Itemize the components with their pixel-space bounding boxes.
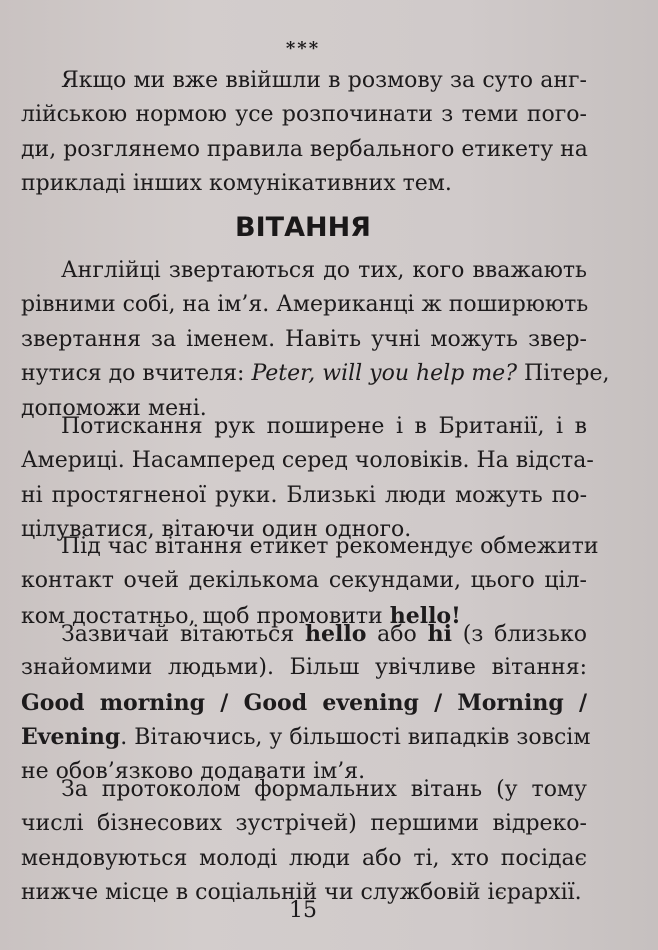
text-line: числі бізнесових зустрічей) першими відреко- xyxy=(21,811,587,837)
text-line: Потискання рук поширене і в Британії, і в xyxy=(61,414,587,439)
paragraph-5 xyxy=(21,773,587,911)
text-line xyxy=(21,720,591,754)
text-line: нижче місце в соціальній чи службовій ієрархії. xyxy=(21,880,582,906)
text-line: знайомими людьми). Більш увічливе вітання: xyxy=(21,655,587,681)
text-fragment: Пітере, xyxy=(517,361,610,387)
text-line: Англійці звертаються до тих, кого вважають xyxy=(61,258,587,283)
english-word: hi xyxy=(427,621,452,647)
english-example: Peter, will you help me? xyxy=(251,361,517,387)
text-fragment: нутися до вчителя: xyxy=(21,361,252,387)
page-number: 15 xyxy=(289,898,317,923)
paragraph-1 xyxy=(21,254,610,426)
text-line: Америці. Насамперед серед чоловіків. На відста- xyxy=(21,448,594,474)
text-line: ні простягненої руки. Близькі люди можуть по- xyxy=(21,482,587,508)
text-line xyxy=(21,357,610,391)
english-word: Evening xyxy=(21,724,121,751)
text-fragment: . Вітаючись, у більшості випадків зовсім xyxy=(120,725,591,751)
text-line: ди, розглянемо правила вербального етикету на xyxy=(21,136,588,162)
text-line: Під час вітання етикет рекомендує обмежити xyxy=(61,534,599,559)
text-line xyxy=(21,617,587,651)
english-greetings-line: Good morning / Good evening / Morning / xyxy=(21,689,587,716)
text-line: цілуватися, вітаючи один одного. xyxy=(21,517,412,543)
text-line: рівними собі, на ім’я. Американці ж поширюють xyxy=(21,292,589,318)
text-line: не обов’язково додавати ім’я. xyxy=(21,758,366,784)
text-line: лійською нормою усе розпочинати з теми пого- xyxy=(21,102,587,128)
section-heading: ВІТАННЯ xyxy=(235,212,371,243)
paragraph-2 xyxy=(21,410,594,548)
text-line: звертання за іменем. Навіть учні можуть звер- xyxy=(21,326,587,352)
intro-paragraph xyxy=(21,64,587,202)
english-word: hello xyxy=(305,621,367,647)
text-line: контакт очей декількома секундами, цього ціл- xyxy=(21,568,587,594)
section-separator: *** xyxy=(285,38,321,59)
paragraph-4 xyxy=(21,617,591,789)
text-line: мендовуються молоді люди або ті, хто посідає xyxy=(21,845,587,871)
text-line: Якщо ми вже ввійшли в розмову за суто анг- xyxy=(61,68,587,93)
english-word: hello! xyxy=(389,602,461,629)
text-fragment: (з близько xyxy=(451,622,587,647)
text-fragment: або xyxy=(366,622,428,647)
text-line: допоможи мені. xyxy=(21,395,207,421)
text-line: За протоколом формальних вітань (у тому xyxy=(61,777,587,802)
text-line: прикладі інших комунікативних тем. xyxy=(21,171,452,197)
text-fragment: ком достатньо, щоб промовити xyxy=(21,603,390,629)
text-fragment: Зазвичай вітаються xyxy=(61,622,305,647)
